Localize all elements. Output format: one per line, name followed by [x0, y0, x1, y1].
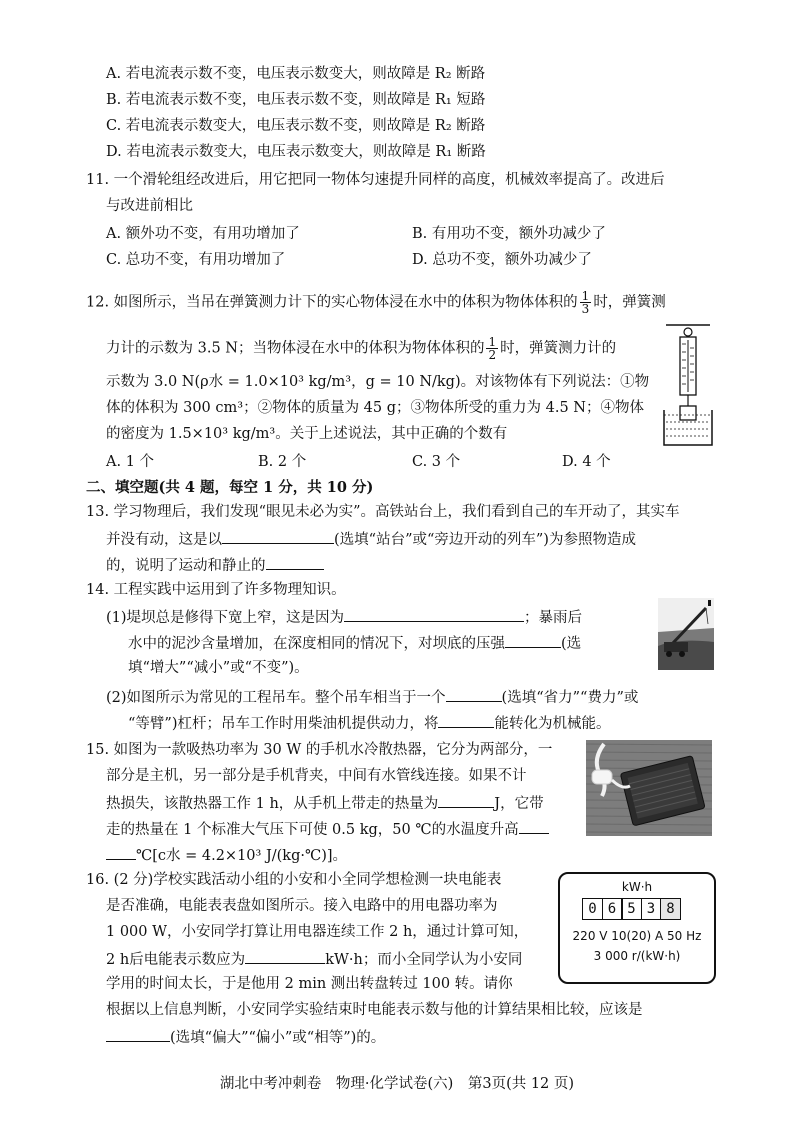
q14-blank-1[interactable]: [344, 606, 524, 622]
q14-part1-line2: 水中的泥沙含量增加，在深度相同的情况下，对坝底的压强 (选: [128, 632, 581, 654]
q12-line3: 示数为 3.0 N(ρ水 = 1.0×10³ kg/m³，g = 10 N/kg)。对该物体有下列说法：①物: [106, 374, 650, 390]
meter-digit-display: [582, 898, 680, 920]
q15-line4: 走的热量在 1 个标准大气压下可使 0.5 kg，50 ℃的水温度升高: [106, 818, 549, 840]
q10-option-b: B. 若电流表示数不变，电压表示数不变，则故障是 R₁ 短路: [106, 92, 486, 108]
q13-line3: 的，说明了运动和静止的: [106, 554, 324, 576]
section-heading-fill-in: 二、填空题(共 4 题，每空 1 分，共 10 分): [86, 479, 374, 496]
meter-spec-revolutions: 3 000 r/(kW·h): [593, 949, 681, 963]
q15-line1: 15. 如图为一款吸热功率为 30 W 的手机水冷散热器，它分为两部分，一: [86, 742, 553, 758]
q12-option-b: B. 2 个: [258, 454, 307, 470]
q12-option-d: D. 4 个: [562, 454, 611, 470]
meter-digit: 3: [641, 898, 662, 920]
q11-option-d: D. 总功不变，额外功减少了: [412, 252, 592, 268]
q11-option-a: A. 额外功不变，有用功增加了: [106, 226, 300, 242]
q15-line3: 热损失，该散热器工作 1 h，从手机上带走的热量为 J，它带: [106, 792, 544, 814]
q12-line4: 体的体积为 300 cm³；②物体的质量为 45 g；③物体所受的重力为 4.5 N；④物体: [106, 400, 644, 416]
q16-line7: (选填“偏大”“偏小”或“相等”)的。: [106, 1026, 385, 1048]
q16-line3: 1 000 W，小安同学打算让用电器连续工作 2 h，通过计算可知，: [106, 924, 529, 940]
q11-option-b: B. 有用功不变，额外功减少了: [412, 226, 606, 242]
q14-part1-line3: 填“增大”“减小”或“不变”)。: [128, 660, 309, 676]
meter-digit: 5: [621, 898, 642, 920]
q13-line1: 13. 学习物理后，我们发现“眼见未必为实”。高铁站台上，我们看到自己的车开动了，其实车: [86, 504, 680, 520]
q12-line1: [86, 290, 666, 315]
q14-blank-4[interactable]: [438, 712, 494, 728]
phone-cooler-photo: [586, 740, 712, 836]
q12-line5: 的密度为 1.5×10³ kg/m³。关于上述说法，其中正确的个数有: [106, 426, 508, 442]
q16-blank-1[interactable]: [245, 948, 325, 964]
spring-scale-figure: [660, 322, 716, 448]
meter-digit-decimal: 8: [660, 898, 681, 920]
q11-option-c: C. 总功不变，有用功增加了: [106, 252, 286, 268]
q14-blank-3[interactable]: [446, 686, 502, 702]
q16-line1: 16. (2 分)学校实践活动小组的小安和小全同学想检测一块电能表: [86, 872, 502, 888]
q13-blank-2[interactable]: [266, 554, 324, 570]
q16-line2: 是否准确，电能表表盘如图所示。接入电路中的用电器功率为: [106, 898, 498, 914]
energy-meter-panel: [558, 872, 716, 984]
fraction-one-half: $\frac{1}{2}$: [488, 335, 497, 362]
q14-blank-2[interactable]: [505, 632, 561, 648]
q12-option-c: C. 3 个: [412, 454, 461, 470]
q11-stem-line1: 11. 一个滑轮组经改进后，用它把同一物体匀速提升同样的高度，机械效率提高了。改进后: [86, 172, 665, 188]
q14-part2-line2: “等臂”)杠杆；吊车工作时用柴油机提供动力，将 能转化为机械能。: [128, 712, 610, 734]
page-footer: 湖北中考冲刺卷 物理·化学试卷(六) 第3页(共 12 页): [219, 1076, 575, 1092]
meter-digit: 6: [602, 898, 623, 920]
q14-part1-line1: (1)堤坝总是修得下宽上窄，这是因为 ；暴雨后: [106, 606, 582, 628]
q16-blank-2[interactable]: [106, 1026, 170, 1042]
q16-line6: 根据以上信息判断，小安同学实验结束时电能表示数与他的计算结果相比较，应该是: [106, 1002, 643, 1018]
q16-line5: 学用的时间太长，于是他用 2 min 测出转盘转过 100 转。请你: [106, 976, 513, 992]
q15-blank-2a[interactable]: [519, 818, 549, 834]
q16-line4: 2 h后电能表示数应为 kW·h；而小全同学认为小安同: [106, 948, 522, 970]
meter-digit: 0: [582, 898, 603, 920]
q15-blank-2b[interactable]: [106, 844, 136, 860]
q15-line5: ℃[c水 = 4.2×10³ J/(kg·℃)]。: [106, 844, 347, 866]
q13-line2: 并没有动，这是以 (选填“站台”或“旁边开动的列车”)为参照物造成: [106, 528, 636, 550]
meter-unit-label: kW·h: [621, 880, 653, 894]
q13-blank-1[interactable]: [222, 528, 334, 544]
q12-line1-a: 12. 如图所示，当吊在弹簧测力计下的实心物体浸在水中的体积为物体体积的: [86, 294, 578, 311]
q10-option-c: C. 若电流表示数变大，电压表示数不变，则故障是 R₂ 断路: [106, 118, 486, 134]
q15-blank-1[interactable]: [438, 792, 494, 808]
q14-stem: 14. 工程实践中运用到了许多物理知识。: [86, 582, 346, 598]
q10-option-a: A. 若电流表示数不变，电压表示数变大，则故障是 R₂ 断路: [106, 66, 486, 82]
q10-option-d: D. 若电流表示数变大，电压表示数变大，则故障是 R₁ 断路: [106, 144, 486, 160]
fraction-one-third: $\frac{1}{3}$: [581, 289, 590, 316]
q15-line2: 部分是主机，另一部分是手机背夹，中间有水管线连接。如果不计: [106, 768, 527, 784]
crane-truck-photo: [658, 598, 714, 670]
q14-part2-line1: (2)如图所示为常见的工程吊车。整个吊车相当于一个 (选填“省力”“费力”或: [106, 686, 638, 708]
q12-line1-b: 时，弹簧测: [593, 294, 666, 311]
q12-line2: 力计的示数为 3.5 N；当物体浸在水中的体积为物体体积的 $\frac{1}{2}$ 时，弹簧测力计的: [106, 335, 617, 362]
q12-option-a: A. 1 个: [106, 454, 155, 470]
meter-spec-rating: 220 V 10(20) A 50 Hz: [572, 929, 702, 943]
q11-stem-line2: 与改进前相比: [106, 198, 193, 214]
